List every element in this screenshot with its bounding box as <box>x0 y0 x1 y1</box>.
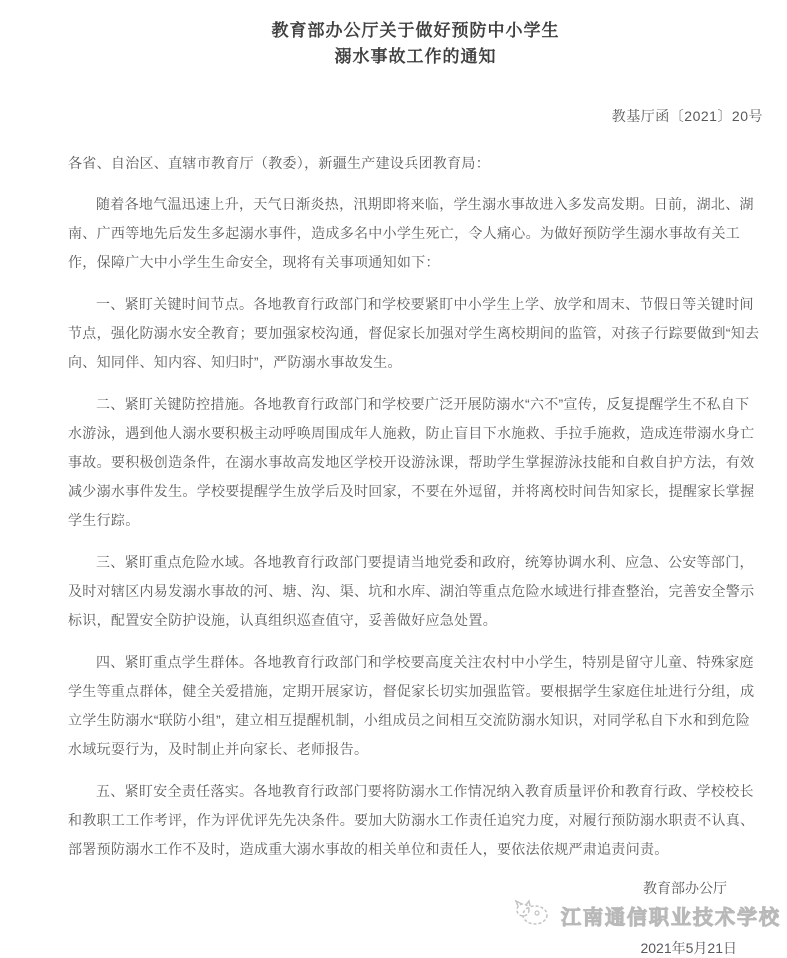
school-logo-icon <box>513 900 551 935</box>
school-watermark <box>68 900 781 935</box>
signature-org: 教育部办公厅 <box>643 880 727 896</box>
salutation: 各省、自治区、直辖市教育厅（教委），新疆生产建设兵团教育局： <box>68 155 490 171</box>
paragraph-item-1: 一、紧盯关键时间节点。各地教育行政部门和学校要紧盯中小学生上学、放学和周末、节假日等关键时间节点，强化防溺水安全教育；要加强家校沟通，督促家长加强对学生离校期间的监管，对孩子行踪要做到“知去向、知同伴、知内容、知归时”，严防溺水事故发生。 <box>68 296 760 370</box>
document-number: 教基厅函〔2021〕20号 <box>611 108 763 124</box>
paragraph-intro: 随着各地气温迅速上升，天气日渐炎热，汛期即将来临，学生溺水事故进入多发高发期。日前，湖北、湖南、广西等地先后发生多起溺水事件，造成多名中小学生死亡，令人痛心。为做好预防学生溺水事故有关工作，保障广大中小学生生命安全，现将有关事项通知如下： <box>68 196 754 270</box>
school-watermark-text: 江南通信职业技术学校 <box>561 906 781 929</box>
paragraph-item-4: 四、紧盯重点学生群体。各地教育行政部门和学校要高度关注农村中小学生，特别是留守儿童、特殊家庭学生等重点群体，健全关爱措施，定期开展家访，督促家长切实加强监管。要根据学生家庭住址进行分组，成立学生防溺水“联防小组”，建立相互提醒机制，小组成员之间相互交流防溺水知识，对同学私自下水和到危险水域玩耍行为，及时制止并向家长、老师报告。 <box>68 654 755 757</box>
paragraph-item-5: 五、紧盯安全责任落实。各地教育行政部门要将防溺水工作情况纳入教育质量评价和教育行政、学校校长和教职工工作考评，作为评优评先先决条件。要加大防溺水工作责任追究力度，对履行预防溺水职责不认真、部署预防溺水工作不及时，造成重大溺水事故的相关单位和责任人，要依法依规严肃追责问责。 <box>68 783 755 857</box>
document-title <box>68 18 763 70</box>
issue-date: 2021年5月21日 <box>640 940 737 956</box>
paragraph-item-2: 二、紧盯关键防控措施。各地教育行政部门和学校要广泛开展防溺水“六不”宣传，反复提醒学生不私自下水游泳，遇到他人溺水要积极主动呼唤周围成年人施救，防止盲目下水施救、手拉手施救，造成连带溺水身亡事故。要积极创造条件，在溺水事故高发地区学校开设游泳课，帮助学生掌握游泳技能和自救自护方法，有效减少溺水事件发生。学校要提醒学生放学后及时回家，不要在外逗留，并将离校时间告知家长，提醒家长掌握学生行踪。 <box>68 396 755 528</box>
document-title-line2: 溺水事故工作的通知 <box>334 47 497 66</box>
document-title-line1: 教育部办公厅关于做好预防中小学生 <box>271 21 560 40</box>
paragraph-item-3: 三、紧盯重点危险水域。各地教育行政部门要提请当地党委和政府，统筹协调水利、应急、公安等部门，及时对辖区内易发溺水事故的河、塘、沟、渠、坑和水库、湖泊等重点危险水域进行排查整治，完善安全警示标识，配置安全防护设施，认真组织巡查值守，妥善做好应急处置。 <box>68 554 755 628</box>
